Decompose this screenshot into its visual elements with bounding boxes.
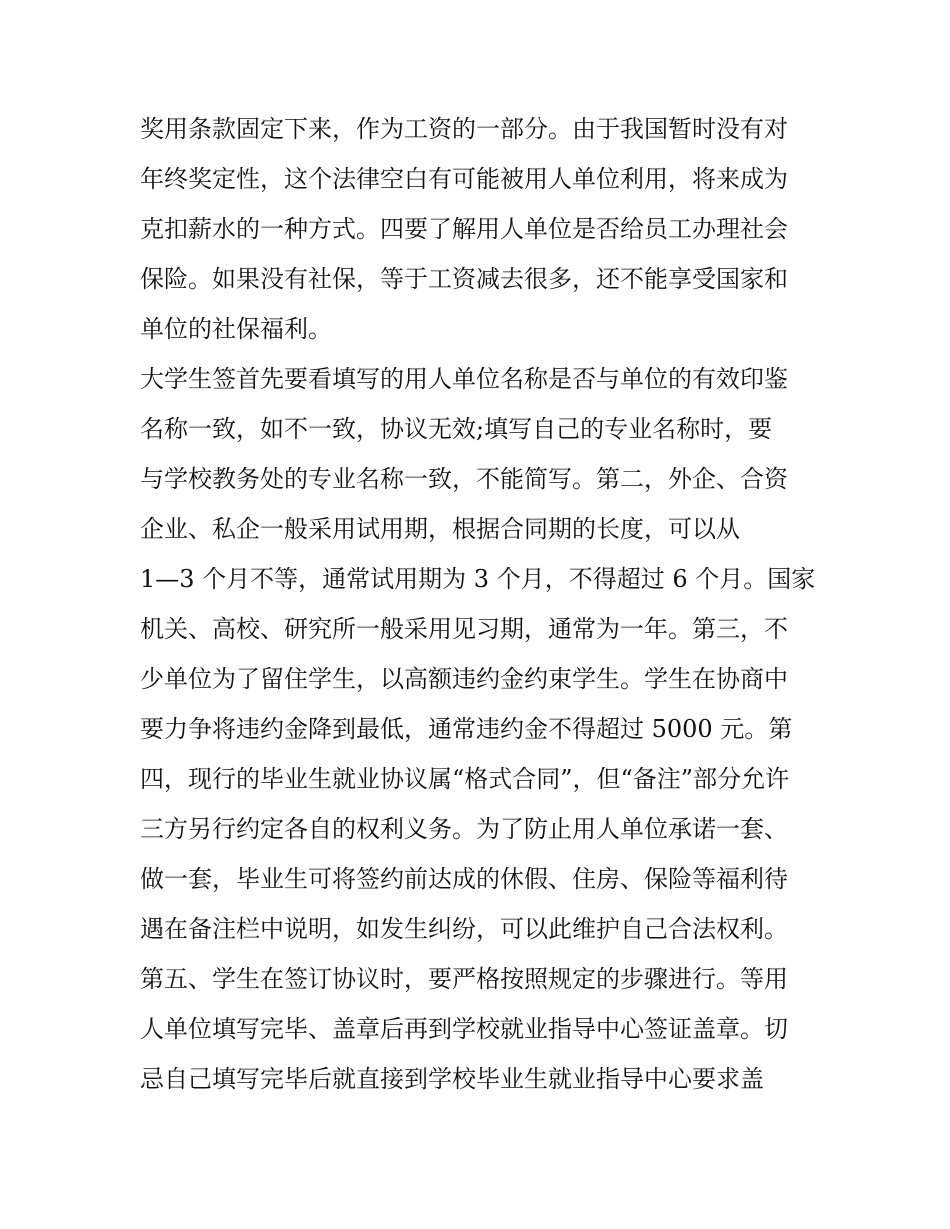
paragraph-line: 与学校教务处的专业名称一致，不能简写。第二，外企、合资 [140, 465, 788, 493]
paragraph-line: 单位的社保福利。 [140, 315, 332, 343]
paragraph-line: 四，现行的毕业生就业协议属“格式合同”，但“备注”部分允许 [140, 765, 790, 793]
paragraph-line: 企业、私企一般采用试用期，根据合同期的长度，可以从 [140, 515, 740, 543]
paragraph-line: 人单位填写完毕、盖章后再到学校就业指导中心签证盖章。切 [140, 1015, 788, 1043]
paragraph-2 [140, 354, 820, 1104]
paragraph-line: 机关、高校、研究所一般采用见习期，通常为一年。第三，不 [140, 615, 788, 643]
paragraph-1 [140, 104, 820, 354]
paragraph-line: 遇在备注栏中说明，如发生纠纷，可以此维护自己合法权利。 [140, 915, 788, 943]
paragraph-line: 奖用条款固定下来，作为工资的一部分。由于我国暂时没有对 [140, 115, 788, 143]
paragraph-line: 大学生签首先要看填写的用人单位名称是否与单位的有效印鉴 [140, 365, 788, 393]
paragraph-line: 1—3 个月不等，通常试用期为 3 个月，不得超过 6 个月。国家 [140, 565, 816, 593]
paragraph-line: 要力争将违约金降到最低，通常违约金不得超过 5000 元。第 [140, 715, 793, 743]
paragraph-line: 少单位为了留住学生，以高额违约金约束学生。学生在协商中 [140, 665, 788, 693]
paragraph-line: 第五、学生在签订协议时，要严格按照规定的步骤进行。等用 [140, 965, 788, 993]
paragraph-line: 保险。如果没有社保，等于工资减去很多，还不能享受国家和 [140, 265, 788, 293]
paragraph-line: 做一套，毕业生可将签约前达成的休假、住房、保险等福利待 [140, 865, 788, 893]
paragraph-line: 克扣薪水的一种方式。四要了解用人单位是否给员工办理社会 [140, 215, 788, 243]
paragraph-line: 名称一致，如不一致，协议无效;填写自己的专业名称时，要 [140, 415, 773, 443]
paragraph-line: 忌自己填写完毕后就直接到学校毕业生就业指导中心要求盖 [140, 1065, 764, 1093]
paragraph-line: 年终奖定性，这个法律空白有可能被用人单位利用，将来成为 [140, 165, 788, 193]
paragraph-line: 三方另行约定各自的权利义务。为了防止用人单位承诺一套、 [140, 815, 788, 843]
